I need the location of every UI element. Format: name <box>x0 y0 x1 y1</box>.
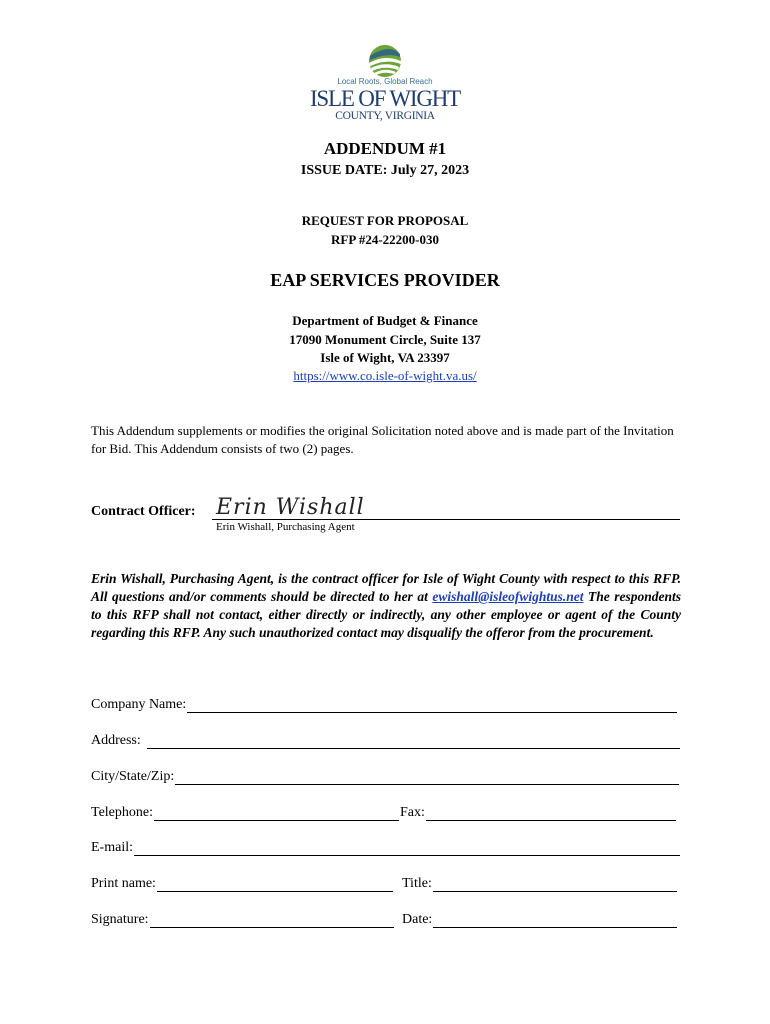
city-state-zip-field <box>91 769 679 785</box>
contract-officer-label: Contract Officer: <box>91 504 196 519</box>
rfp-label: REQUEST FOR PROPOSAL <box>301 213 469 228</box>
issue-date: ISSUE DATE: July 27, 2023 <box>300 163 470 178</box>
company-name-field <box>91 697 677 713</box>
telephone-label: Telephone: <box>91 805 153 820</box>
signature-label: Signature: <box>91 912 149 927</box>
company-name-input[interactable] <box>187 698 677 713</box>
print-name-label: Print name: <box>91 876 156 891</box>
title-label: Title: <box>402 876 432 891</box>
logo-title: ISLE OF WIGHT <box>309 86 461 111</box>
date-label: Date: <box>402 912 433 927</box>
email-input[interactable] <box>134 841 680 856</box>
addendum-title: ADDENDUM #1 <box>323 139 447 158</box>
website-link[interactable]: https://www.co.isle-of-wight.va.us/ <box>293 368 477 383</box>
address-input[interactable] <box>147 734 680 749</box>
address-field <box>91 733 680 749</box>
logo-tagline: Local Roots, Global Reach <box>337 77 433 86</box>
city-state-zip-input[interactable] <box>175 770 679 785</box>
telephone-field <box>91 805 399 821</box>
logo-emblem-icon <box>368 44 402 78</box>
contact-email-link[interactable]: ewishall@isleofwightus.net <box>432 589 584 604</box>
title-input[interactable] <box>433 877 677 892</box>
logo-subtitle: COUNTY, VIRGINIA <box>335 110 435 122</box>
contact-notice <box>91 570 681 642</box>
contract-officer-name: Erin Wishall, Purchasing Agent <box>216 521 355 533</box>
print-name-field <box>91 876 393 892</box>
email-label: E-mail: <box>91 840 133 855</box>
document-title: EAP SERVICES PROVIDER <box>270 270 500 290</box>
address-label: Address: <box>91 733 141 748</box>
date-field <box>402 912 677 928</box>
notice-text-2: The respondents to this RFP shall not contact, either directly or indirectly, any other employee or agent of the County regarding this RFP. Any such unauthorized contact may disqualify the offeror from the procurement. <box>91 589 681 640</box>
intro-paragraph: This Addendum supplements or modifies the original Solicitation noted above and is made part of the Invitation for Bid. This Addendum consists of two (2) pages. <box>91 423 674 456</box>
city-address: Isle of Wight, VA 23397 <box>320 350 450 365</box>
signature-field <box>91 912 394 928</box>
email-field <box>91 840 680 856</box>
contract-officer-signature: Erin Wishall <box>216 495 365 520</box>
title-field <box>402 876 677 892</box>
notice-text-1: Erin Wishall, Purchasing Agent, is the contract officer for Isle of Wight County with respect to this RFP. All questions and/or comments should be directed to her at <box>91 571 681 604</box>
signature-input[interactable] <box>150 913 394 928</box>
telephone-input[interactable] <box>154 806 399 821</box>
street-address: 17090 Monument Circle, Suite 137 <box>289 332 481 347</box>
fax-label: Fax: <box>400 805 425 820</box>
rfp-number: RFP #24-22200-030 <box>331 232 439 247</box>
county-logo <box>300 44 470 124</box>
fax-input[interactable] <box>426 806 676 821</box>
fax-field <box>400 805 676 821</box>
print-name-input[interactable] <box>157 877 393 892</box>
city-state-zip-label: City/State/Zip: <box>91 769 175 784</box>
company-name-label: Company Name: <box>91 697 187 712</box>
date-input[interactable] <box>433 913 677 928</box>
department-name: Department of Budget & Finance <box>292 313 478 328</box>
